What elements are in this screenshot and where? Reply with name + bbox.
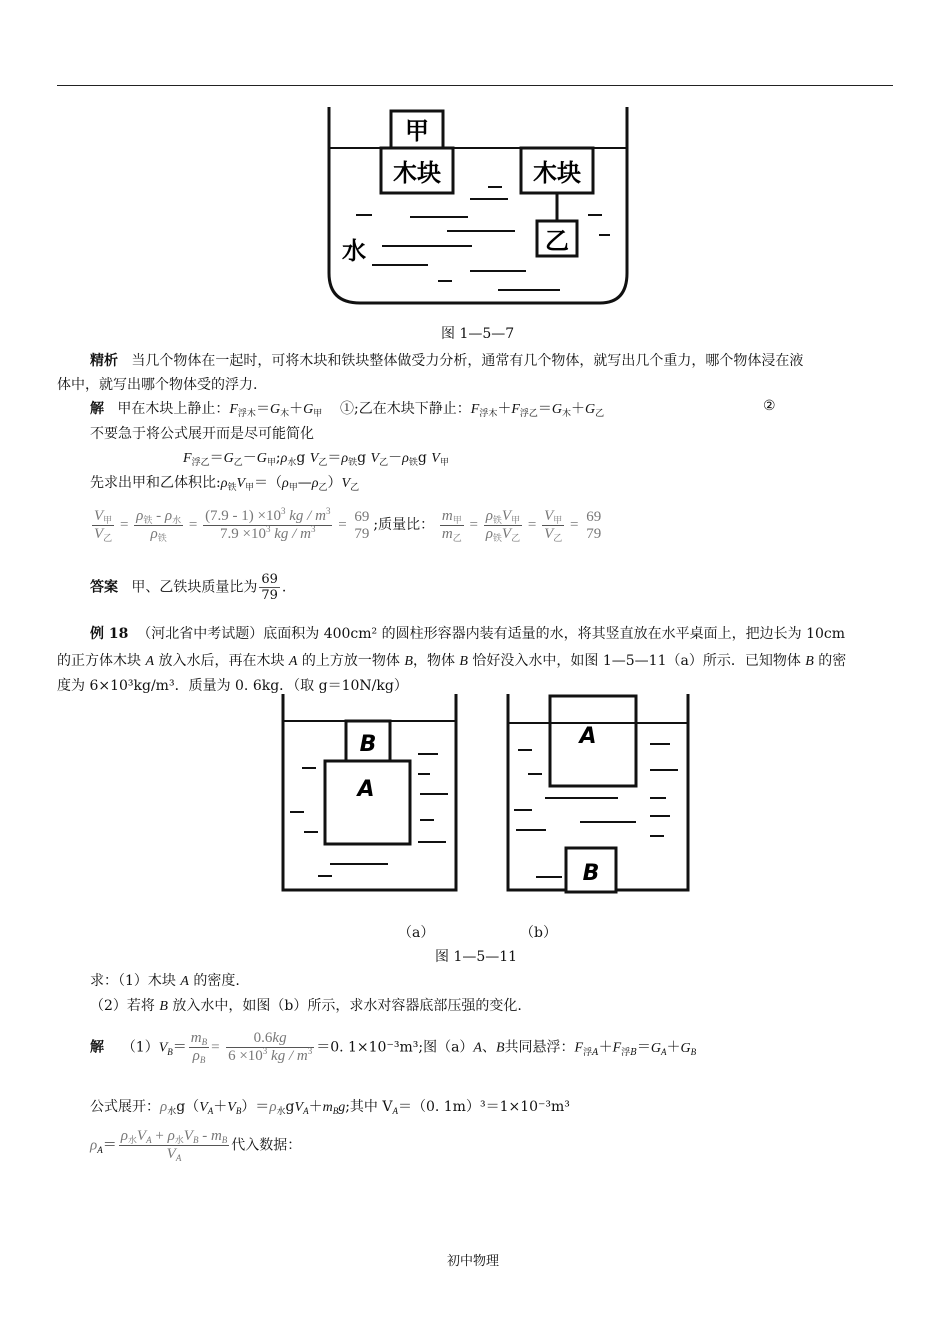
solution-line-2: 不要急于将公式展开而是尽可能简化 <box>90 426 314 442</box>
analysis-line-1 <box>90 350 803 370</box>
fig2a-label-a: A <box>357 777 375 802</box>
answer-text: 甲、乙铁块质量比为 <box>131 579 258 596</box>
q2-b: 放入水中，如图（b）所示，求水对容器底部压强的变化. <box>167 998 522 1014</box>
fig2b-label-a: A <box>579 724 597 749</box>
figure2-caption: 图 1—5—11 <box>435 949 518 965</box>
figure1-caption: 图 1—5—7 <box>441 326 515 342</box>
substitute-text: 代入数据： <box>231 1137 302 1154</box>
figure-2a <box>268 690 463 900</box>
answer-num: 69 <box>261 572 278 587</box>
solution-line-4: 先求出甲和乙体积比$:\rho_铁V_甲=(\rho_甲—\rho_乙)V_乙$ <box>90 475 360 493</box>
label-jia: 甲 <box>405 117 429 145</box>
label-yi: 乙 <box>545 227 569 255</box>
s2-var-b: B <box>495 1040 505 1056</box>
page-footer: 初中物理 <box>447 1254 500 1269</box>
solution-line1-a: 甲在木块上静止： <box>117 401 230 417</box>
e18-b: 放入水后，再在木块 <box>154 653 289 669</box>
va-value: ＝（0. 1m）³＝1×10⁻³m³ <box>397 1099 570 1115</box>
va-text: ;其中 V <box>345 1099 393 1115</box>
e18-c: 的上方放一物体 <box>297 653 405 669</box>
solution-line-1: 解 甲在木块上静止：$F_{浮木}=G_木+G_甲$ ①;乙在木块下静止：$F_{浮木}+F_{浮乙}=G_木+G_乙$ <box>90 401 605 419</box>
q1-a: 求：（1）木块 <box>90 973 181 989</box>
example18-line-2 <box>57 650 846 670</box>
s2-var-a: A <box>473 1040 482 1056</box>
q1-b: 的密度. <box>188 973 240 989</box>
e18-var-b3: B <box>805 654 814 669</box>
q2-var-b: B <box>159 999 168 1014</box>
solution2-result: ＝0. 1×10⁻³m³;图（a） <box>316 1039 474 1056</box>
e18-var-a2: A <box>288 654 298 669</box>
expand-label: 公式展开： <box>90 1099 160 1115</box>
question-2 <box>90 995 522 1015</box>
volume-ratio-text: 先求出甲和乙体积比: <box>90 475 221 491</box>
fig2-label-b: （b） <box>520 925 557 941</box>
e18-var-b1: B <box>404 654 413 669</box>
answer-line: 答案 甲、乙铁块质量比为 $\frac{69}{79}$ . <box>90 572 287 603</box>
answer-den: 79 <box>261 588 278 603</box>
solution2-together: 共同悬浮： <box>504 1039 575 1056</box>
question-1 <box>90 970 240 990</box>
solution2-label: 解 <box>90 1039 104 1056</box>
example18-line-3: 度为 6×10³kg/m³．质量为 0. 6kg．（取 g＝10N/kg） <box>57 678 408 694</box>
ratio-formula: $\frac{V_甲}{V_乙}$ = $\frac{\rho_铁 - \rho_水}{\rho_铁}$ = $\frac{(7.9 - 1) \times 10^3 kg / m^3}{7.9 \times 10^3 kg / m^3}$ = 69 79 ;质量比： $\frac{m_甲}{m_乙}$ = $\frac{\rho_铁V_甲}{\rho_铁V_乙}$ = $\frac{V_甲}{V_乙}$ = 69 79 <box>94 506 602 543</box>
solution-label: 解 <box>90 401 104 417</box>
figure-1-5-7 <box>320 95 640 315</box>
solution2-line-2: 公式展开：$\rho_水g(V_A+V_B)=\rho_水gV_A+m_Bg$;其中 $V_A=(0$. 1m）³＝1×10⁻³m³ <box>90 1099 570 1117</box>
example18-label: 例 18 <box>90 626 129 642</box>
analysis-line-2: 体中，就写出哪个物体受的浮力. <box>57 377 258 393</box>
q2-a: （2）若将 <box>90 998 160 1014</box>
circle-2: ② <box>763 398 776 414</box>
fig2-label-a: （a） <box>398 925 435 941</box>
figure-2b <box>500 690 695 900</box>
solution2-line-3: $\rho_A=$ $\frac{\rho_水V_A + \rho_水V_B - m_B}{V_A}$ 代入数据： <box>90 1128 302 1163</box>
label-wood-right: 木块 <box>533 159 581 187</box>
e18-var-a1: A <box>145 654 155 669</box>
q1-var-a: A <box>180 974 189 989</box>
example18-text-1: （河北省中考试题）底面积为 400cm² 的圆柱形容器内装有适量的水，将其竖直放在水平桌面上，把边长为 10cm <box>137 626 845 642</box>
analysis-label: 精析 <box>90 353 118 369</box>
analysis-text-1: 当几个物体在一起时，可将木块和铁块整体做受力分析，通常有几个物体，就写出几个重力，哪个物体浸在液 <box>131 353 804 369</box>
fig2b-label-b: B <box>582 861 600 886</box>
header-rule <box>57 85 893 86</box>
example18-line-1 <box>90 623 845 643</box>
mass-ratio-label: ;质量比： <box>373 516 435 533</box>
label-wood-left: 木块 <box>393 159 441 187</box>
label-water: 水 <box>342 237 366 265</box>
answer-label: 答案 <box>90 579 118 596</box>
fig2a-label-b: B <box>359 732 377 757</box>
solution2-line-1: 解 $(1)V_B=$ $\frac{m_B}{\rho_B}$ = $\frac{0.6kg}{6 \times 10^3 kg / m^3}$ ＝0. 1×10⁻³m³;图（a）A、B共同悬浮：$F_{浮A}+F_{浮B}=G_A+G_B$ <box>90 1030 697 1065</box>
e18-d: ，物体 <box>412 653 460 669</box>
e18-var-b2: B <box>459 654 468 669</box>
solution-line1-b: ①;乙在木块下静止： <box>340 401 471 417</box>
e18-f: 的密 <box>813 653 847 669</box>
solution-line-3: $F_{浮乙}=G_乙-G_甲;\rho_水g$ $V_乙=\rho_铁g$ $V_乙-\rho_铁g$ $V_甲$ <box>183 450 449 468</box>
e18-a: 的正方体木块 <box>57 653 146 669</box>
solution2-part: （1） <box>121 1039 159 1056</box>
e18-e: 恰好没入水中，如图 1—5—11（a）所示．已知物体 <box>467 653 806 669</box>
